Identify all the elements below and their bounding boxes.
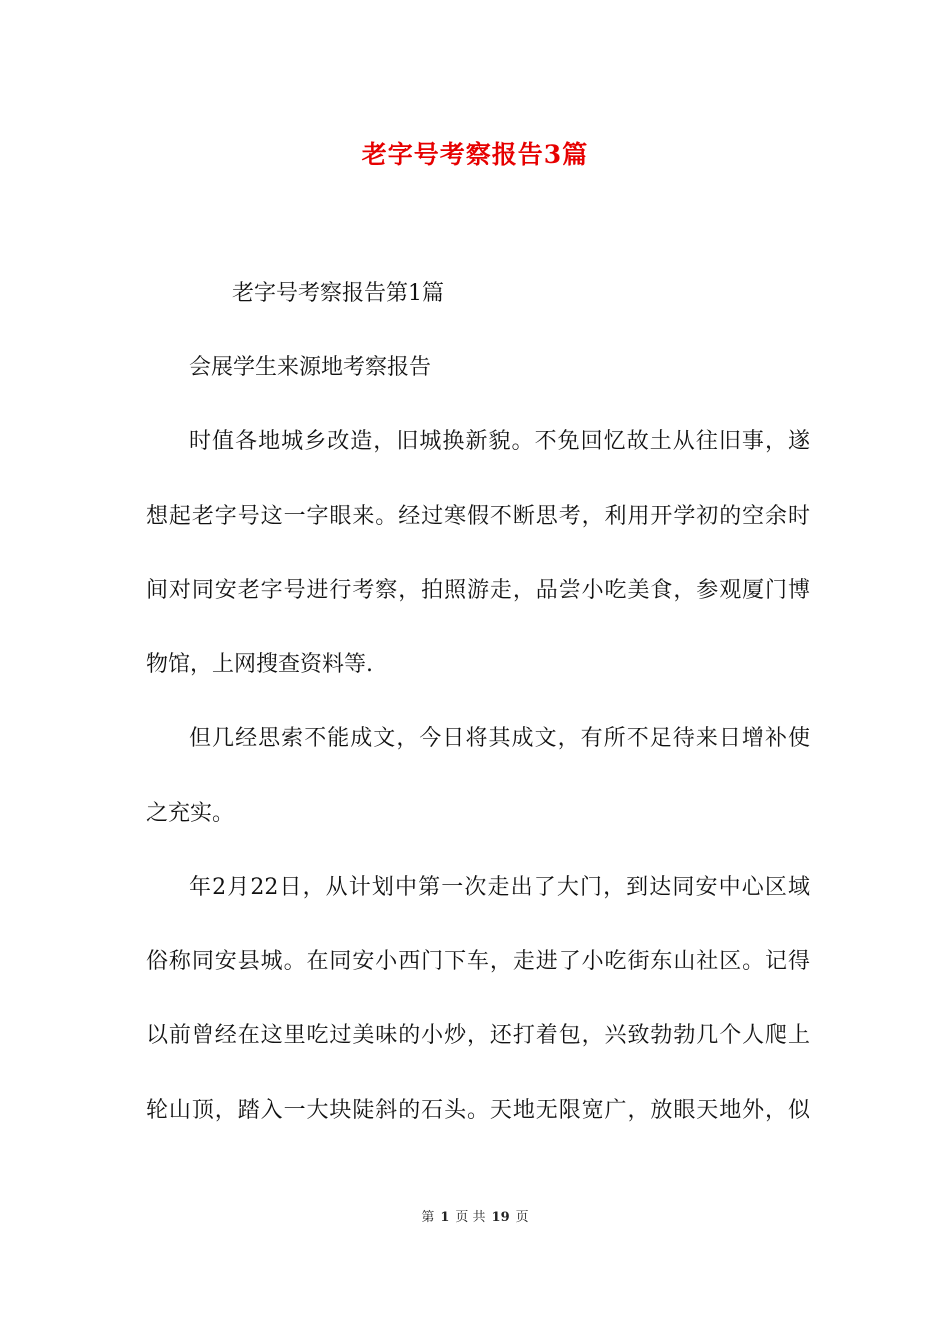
subheading: 会展学生来源地考察报告: [189, 355, 432, 380]
current-page-number: 1: [440, 1210, 450, 1225]
footer-suffix: 页: [515, 1210, 529, 1225]
paragraph-line: 之充实。: [146, 801, 235, 826]
paragraph-line: 时值各地城乡改造，旧城换新貌。不免回忆故土从往旧事，遂: [189, 429, 810, 454]
document-title: 老字号考察报告3篇: [361, 140, 589, 169]
paragraph-line: 间对同安老字号进行考察，拍照游走，品尝小吃美食，参观厦门博: [146, 578, 810, 603]
paragraph-line: 轮山顶，踏入一大块陡斜的石头。天地无限宽广，放眼天地外，似: [146, 1098, 810, 1123]
footer-mid: 页 共: [455, 1210, 486, 1225]
page-footer: [0, 1209, 950, 1227]
paragraph-line: 年2月22日，从计划中第一次走出了大门，到达同安中心区域: [189, 875, 810, 900]
paragraph-line: 想起老字号这一字眼来。经过寒假不断思考，利用开学初的空余时: [146, 504, 810, 529]
paragraph-line: 但几经思索不能成文，今日将其成文，有所不足待来日增补使: [189, 726, 810, 751]
total-pages-number: 19: [491, 1210, 510, 1225]
paragraph-line: 以前曾经在这里吃过美味的小炒，还打着包，兴致勃勃几个人爬上: [146, 1023, 810, 1048]
paragraph-line: 物馆，上网搜查资料等.: [146, 652, 373, 677]
section-heading: 老字号考察报告第1篇: [232, 281, 444, 306]
paragraph-line: 俗称同安县城。在同安小西门下车，走进了小吃街东山社区。记得: [146, 949, 810, 974]
footer-prefix: 第: [421, 1210, 435, 1225]
